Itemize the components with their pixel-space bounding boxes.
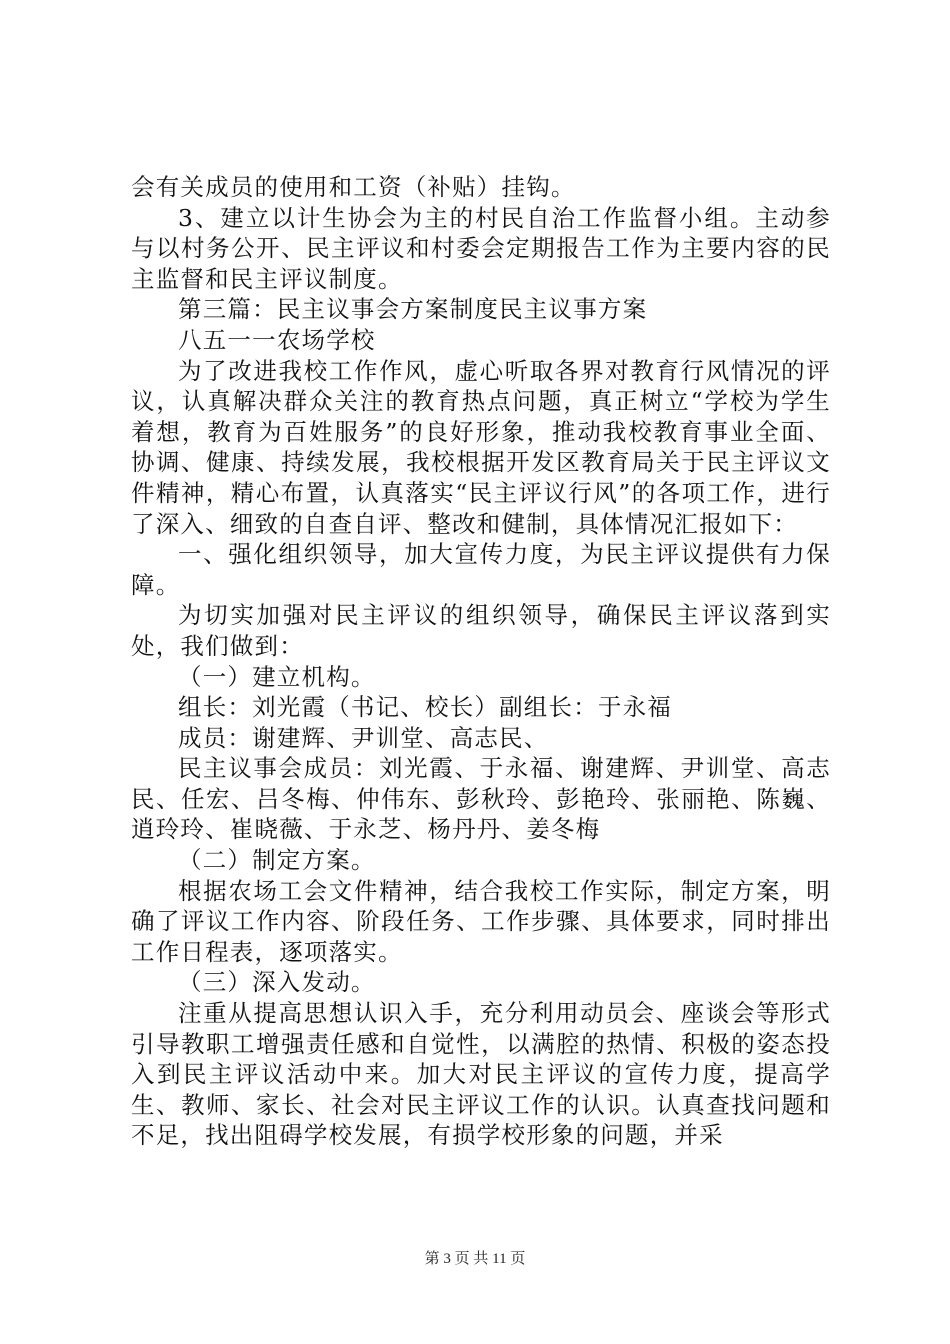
paragraph-1: 会有关成员的使用和工资（补贴）挂钩。 xyxy=(131,173,576,201)
page-footer: 第 3 页 共 11 页 xyxy=(424,1251,526,1267)
subheading-establish: （一）建立机构。 xyxy=(178,662,376,691)
paragraph-2: 3、建立以计生协会为主的村民自治工作监督小组。主动参与以村务公开、民主评议和村委会定期报告工作为主要内容的民主监督和民主评议制度。 xyxy=(131,203,831,293)
members-line: 成员：谢建辉、尹训堂、高志民、 xyxy=(178,723,549,752)
paragraph-intro: 为了改进我校工作作风，虚心听取各界对教育行风情况的评议，认真解决群众关注的教育热点问题，真正树立“学校为学生着想，教育为百姓服务”的良好形象，推动我校教育事业全面、协调、健康、持续发展，我校根据开发区教育局关于民主评议文件精神，精心布置，认真落实“民主评议行风”的各项工作，进行了深入、细致的自查自评、整改和健制，具体情况汇报如下： xyxy=(131,356,831,538)
heading-one: 一、强化组织领导，加大宣传力度，为民主评议提供有力保障。 xyxy=(131,540,831,599)
subheading-mobilize: （三）深入发动。 xyxy=(178,968,376,997)
paragraph-mobilize: 注重从提高思想认识入手，充分利用动员会、座谈会等形式引导教职工增强责任感和自觉性，以满腔的热情、积极的姿态投入到民主评议活动中来。加大对民主评议的宣传力度，提高学生、教师、家长、社会对民主评议工作的认识。认真查找问题和不足，找出阻碍学校发展，有损学校形象的问题，并采 xyxy=(131,999,831,1150)
document-body xyxy=(131,172,831,1151)
leader-line: 组长：刘光霞（书记、校长）副组长：于永福 xyxy=(178,693,672,722)
school-name: 八五一一农场学校 xyxy=(178,325,376,354)
paragraph-plan: 根据农场工会文件精神，结合我校工作实际，制定方案，明确了评议工作内容、阶段任务、工作步骤、具体要求，同时排出工作日程表，逐项落实。 xyxy=(131,876,831,966)
subheading-plan: （二）制定方案。 xyxy=(178,846,376,875)
section-heading: 第三篇：民主议事会方案制度民主议事方案 xyxy=(178,295,648,324)
council-members: 民主议事会成员：刘光霞、于永福、谢建辉、尹训堂、高志民、任宏、吕冬梅、仲伟东、彭秋玲、彭艳玲、张丽艳、陈巍、逍玲玲、崔晓薇、于永芝、杨丹丹、姜冬梅 xyxy=(131,754,831,844)
paragraph-organization: 为切实加强对民主评议的组织领导，确保民主评议落到实处，我们做到： xyxy=(131,601,831,660)
